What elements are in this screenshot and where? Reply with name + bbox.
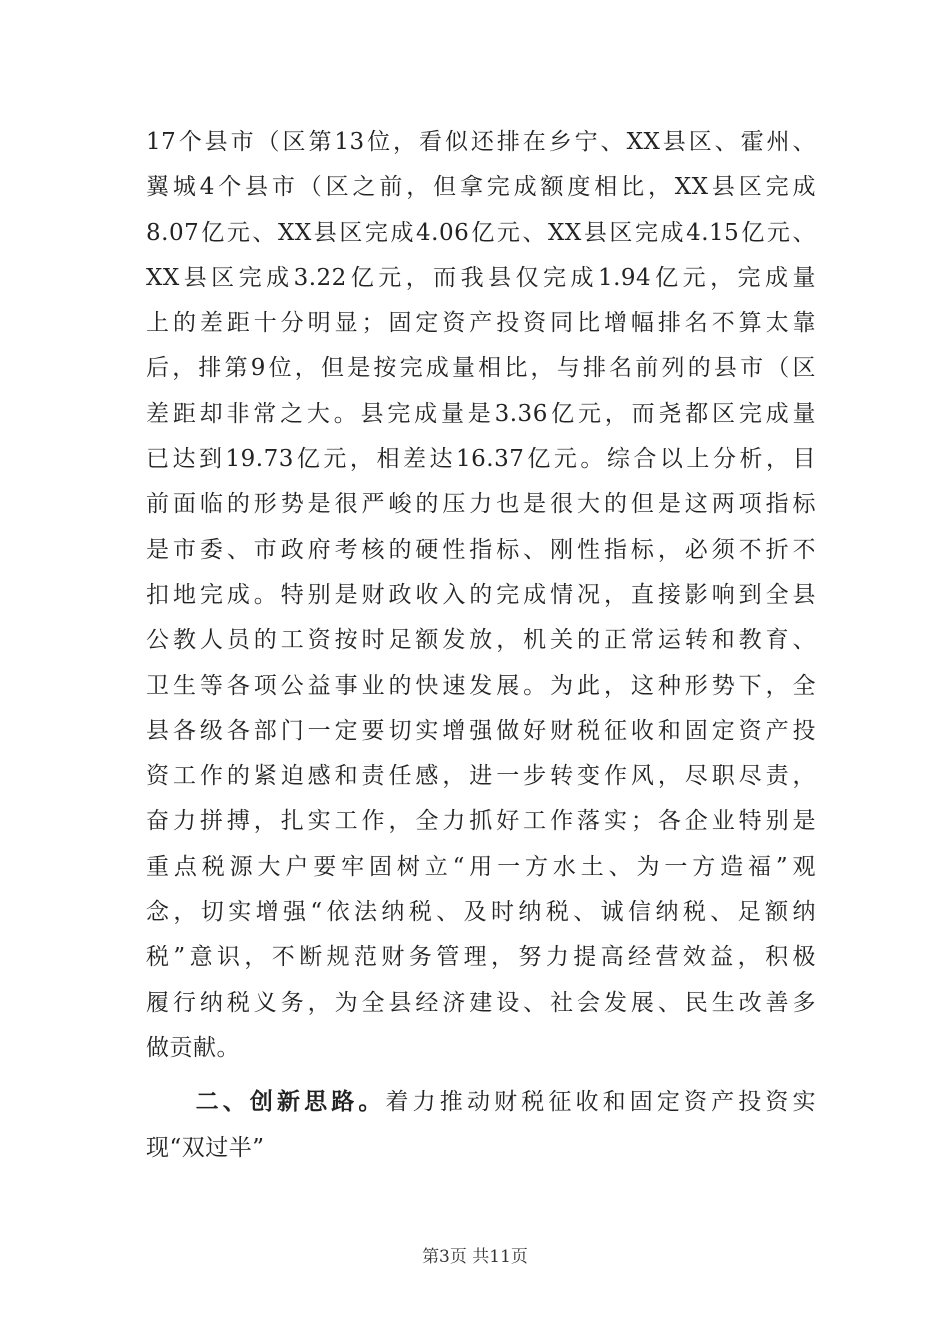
text-line-1: 17个县市（区第13位，看似还排在乡宁、XX县区、霍州、 <box>146 129 816 155</box>
text-line-5: 上的差距十分明显；固定资产投资同比增幅排名不算太靠 <box>146 310 816 337</box>
section-heading-line <box>146 1080 816 1125</box>
text-line-8: 已达到19.73亿元，相差达16.37亿元。综合以上分析，目 <box>146 446 816 473</box>
section-heading-continuation: 现“双过半” <box>146 1134 265 1161</box>
section-heading: 二、创新思路。 <box>192 1089 386 1116</box>
text-line-10: 是市委、市政府考核的硬性指标、刚性指标，必须不折不 <box>146 536 816 563</box>
text-line-15: 资工作的紧迫感和责任感，进一步转变作风，尽职尽责， <box>146 763 816 790</box>
text-line-20: 履行纳税义务，为全县经济建设、社会发展、民生改善多 <box>146 989 816 1016</box>
text-line-6: 后，排第9位，但是按完成量相比，与排名前列的县市（区 <box>146 355 816 382</box>
document-body <box>146 120 816 1171</box>
text-line-4: XX县区完成3.22亿元，而我县仅完成1.94亿元，完成量 <box>146 264 816 291</box>
section-heading-rest: 着力推动财税征收和固定资产投资实 <box>385 1089 817 1116</box>
text-line-2: 翼城4个县市（区之前，但拿完成额度相比，XX县区完成 <box>146 174 816 201</box>
text-line-12: 公教人员的工资按时足额发放，机关的正常运转和教育、 <box>146 627 816 654</box>
text-line-19: 税”意识，不断规范财务管理，努力提高经营效益，积极 <box>146 944 816 971</box>
text-line-9: 前面临的形势是很严峻的压力也是很大的但是这两项指标 <box>146 491 816 518</box>
text-line-14: 县各级各部门一定要切实增强做好财税征收和固定资产投 <box>146 717 816 744</box>
page-number-footer: 第3页 共11页 <box>422 1247 528 1267</box>
text-line-13: 卫生等各项公益事业的快速发展。为此，这种形势下，全 <box>146 672 816 699</box>
text-line-16: 奋力拼搏，扎实工作，全力抓好工作落实；各企业特别是 <box>146 808 816 835</box>
text-line-3: 8.07亿元、XX县区完成4.06亿元、XX县区完成4.15亿元、 <box>146 219 816 246</box>
text-line-18: 念，切实增强“依法纳税、及时纳税、诚信纳税、足额纳 <box>146 899 816 926</box>
text-line-7: 差距却非常之大。县完成量是3.36亿元，而尧都区完成量 <box>146 400 816 427</box>
text-line-11: 扣地完成。特别是财政收入的完成情况，直接影响到全县 <box>146 581 816 608</box>
text-line-21: 做贡献。 <box>146 1034 240 1061</box>
text-line-17: 重点税源大户要牢固树立“用一方水土、为一方造福”观 <box>146 853 816 880</box>
